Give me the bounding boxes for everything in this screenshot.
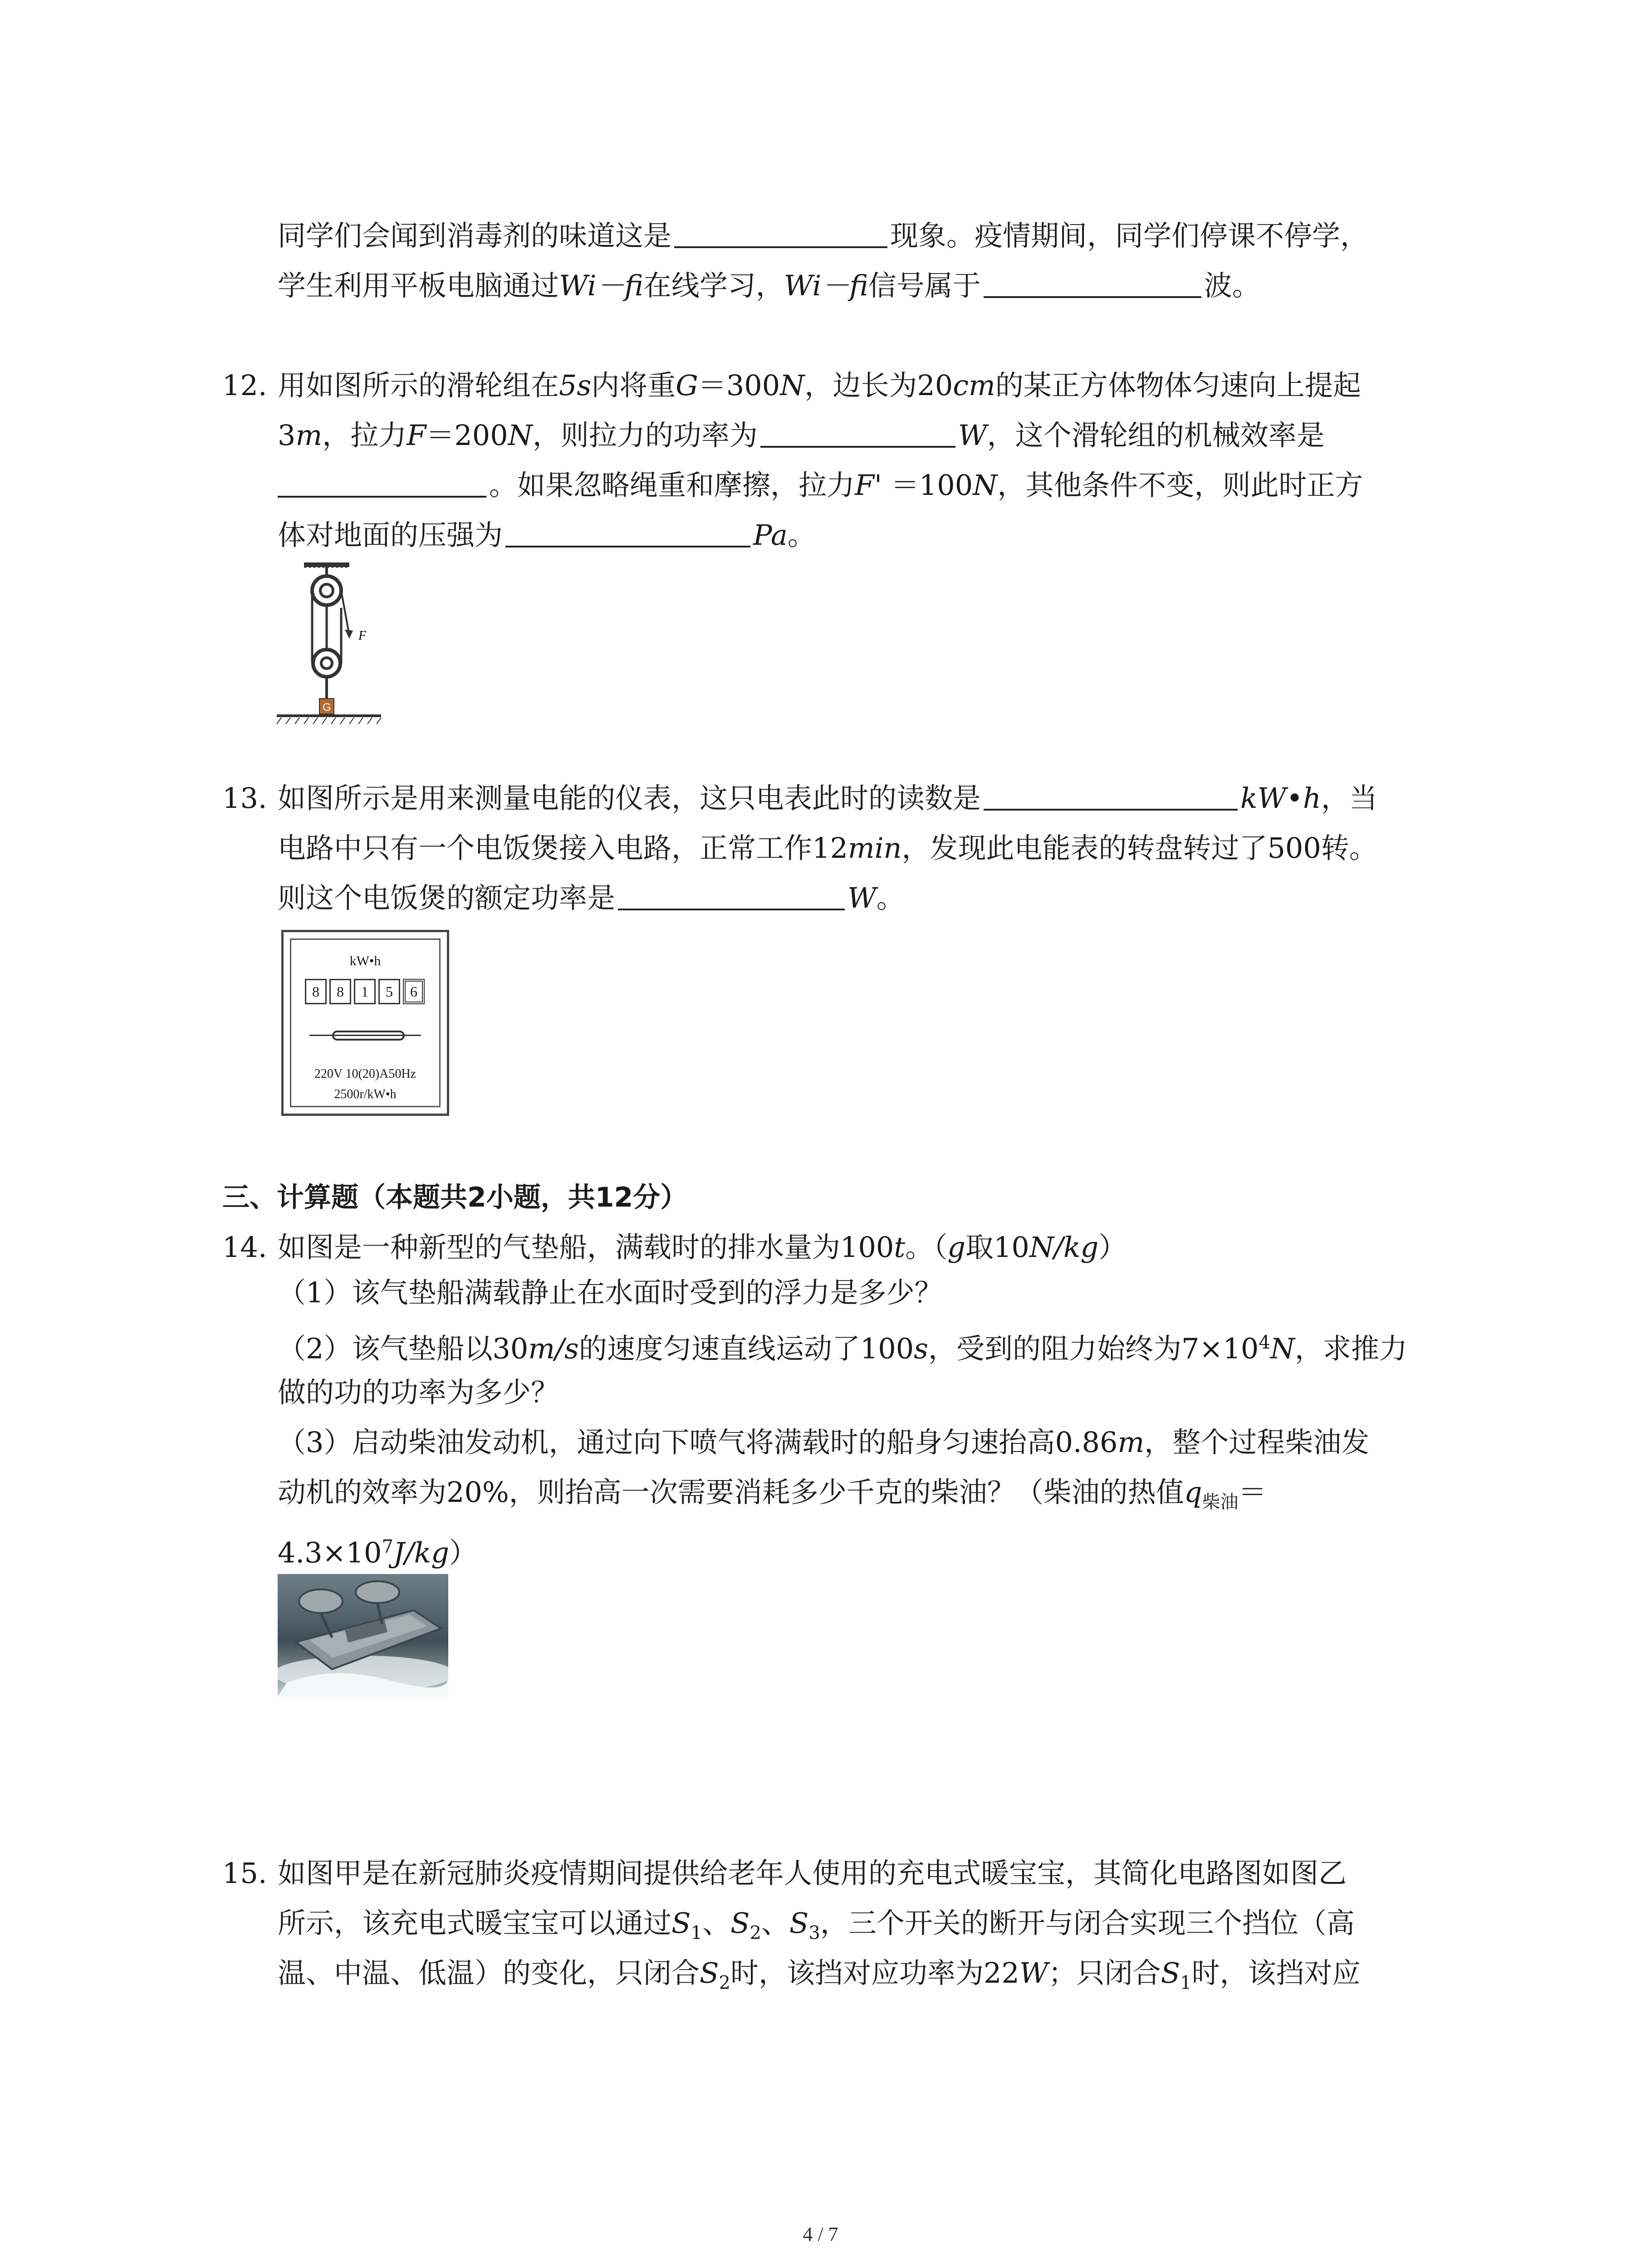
meter-digit: 1	[354, 979, 376, 1004]
question-number: 13.	[222, 782, 267, 815]
subscript: 2	[719, 1972, 730, 1994]
text: s	[914, 1332, 929, 1365]
subscript: 1	[691, 1922, 702, 1944]
text: W	[958, 419, 987, 452]
answer-blank	[278, 468, 486, 498]
text: 5s	[559, 369, 592, 402]
page-number: 4 / 7	[803, 2223, 838, 2245]
text: 如图所示是用来测量电能的仪表，这只电表此时的读数是	[278, 782, 981, 815]
text: 如图甲是在新冠肺炎疫情期间提供给老年人使用的充电式暖宝宝，其简化电路图如图乙	[278, 1857, 1347, 1890]
q12-line-4	[278, 517, 816, 553]
text: 波。	[1204, 269, 1260, 302]
q11-line-2	[278, 268, 1260, 304]
text: 如图是一种新型的气垫船，满载时的排水量为100	[278, 1231, 894, 1264]
q14-part-3-line-2	[278, 1474, 1267, 1520]
text: ，这个滑轮组的机械效率是	[987, 419, 1325, 452]
switch-symbol: S	[700, 1956, 719, 1989]
text: 。如果忽略绳重和摩擦，拉力	[489, 469, 855, 502]
meter-digits	[305, 979, 427, 1004]
text: 的某正方体物体匀速向上提起	[995, 369, 1361, 402]
text: W	[847, 881, 877, 914]
text: N/kg	[1029, 1231, 1099, 1264]
text: 。（	[905, 1231, 948, 1264]
text: ，其他条件不变，则此时正方	[997, 469, 1363, 502]
force-label: F	[358, 629, 367, 643]
text: ＝200	[426, 419, 508, 452]
text: 时，该挡对应功率为22	[730, 1956, 1019, 1989]
text: ，求推力	[1295, 1332, 1408, 1365]
q15-line-1	[278, 1855, 1347, 1892]
text: 做的功的功率为多少？	[278, 1376, 559, 1409]
meter-spec-constant: 2500r/kW•h	[334, 1087, 397, 1101]
text: ，当	[1321, 782, 1377, 815]
text: 电路中只有一个电饭煲接入电路，正常工作12	[278, 831, 848, 865]
text: J/kg	[393, 1536, 449, 1569]
subscript: 2	[749, 1922, 761, 1944]
subscript: 1	[1180, 1972, 1192, 1994]
text: 用如图所示的滑轮组在	[278, 369, 559, 402]
text: g	[947, 1231, 965, 1264]
electricity-meter-figure	[281, 930, 449, 1116]
text: ，三个开关的断开与闭合实现三个挡位（高	[820, 1906, 1355, 1940]
text: 动机的效率为20%，则抬高一次需要消耗多少千克的柴油？（柴油的热值	[278, 1476, 1184, 1509]
q13-line-1	[278, 780, 1377, 816]
switch-symbol: S	[1161, 1956, 1181, 1989]
text: 。	[787, 518, 816, 552]
text: ）	[1098, 1231, 1127, 1264]
text: N	[973, 469, 998, 502]
text: N	[780, 369, 805, 402]
pulley-figure	[272, 562, 390, 726]
text: 现象。疫情期间，同学们停课不停学，	[890, 219, 1369, 252]
text: 温、中温、低温）的变化，只闭合	[278, 1956, 700, 1989]
q15-line-3	[278, 1955, 1361, 2001]
text: F	[855, 469, 875, 502]
text: Pa	[753, 518, 788, 552]
text: m	[1117, 1426, 1145, 1459]
text: min	[847, 831, 902, 865]
hovercraft-image	[278, 1574, 448, 1696]
text: W	[1019, 1956, 1048, 1989]
question-number: 14.	[222, 1231, 267, 1264]
meter-digit: 5	[378, 979, 400, 1004]
text: 取10	[965, 1231, 1029, 1264]
meter-frame	[290, 938, 441, 1107]
text: ，边长为20	[804, 369, 953, 402]
text: 在线学习，	[643, 269, 784, 302]
text: ；只闭合	[1048, 1956, 1161, 1989]
text: 3	[278, 419, 296, 452]
text: 内将重	[591, 369, 676, 402]
text: 则这个电饭煲的额定功率是	[278, 881, 616, 914]
text: G	[676, 369, 698, 402]
text: 时，该挡对应	[1191, 1956, 1361, 1989]
meter-disc	[332, 1031, 405, 1041]
q11-line-1	[278, 218, 1368, 254]
text: m/s	[528, 1332, 579, 1365]
text: ，整个过程柴油发	[1144, 1426, 1370, 1459]
answer-blank	[674, 218, 887, 248]
text: 4.3×10	[278, 1536, 382, 1569]
text: F	[407, 419, 426, 452]
text: m	[295, 419, 323, 452]
text: （3）启动柴油发动机，通过向下喷气将满载时的船身匀速抬高0.86	[278, 1426, 1118, 1459]
answer-blank	[984, 268, 1201, 298]
q14-part-3-line-3	[278, 1529, 477, 1571]
text: ，发现此电能表的转盘转过了500转。	[901, 831, 1377, 865]
text: N	[508, 419, 533, 452]
text: 体对地面的压强为	[278, 518, 503, 552]
subscript: 3	[808, 1922, 820, 1944]
q14-part-1	[278, 1275, 942, 1311]
answer-blank	[760, 418, 955, 448]
text: 所示，该充电式暖宝宝可以通过	[278, 1906, 672, 1940]
switch-symbol: S	[730, 1906, 750, 1940]
q14-line-1	[278, 1229, 1127, 1266]
q13-line-3	[278, 880, 905, 916]
text: ，则拉力的功率为	[532, 419, 758, 452]
q15-line-2	[278, 1905, 1355, 1951]
wifi-term: Wi－fi	[784, 269, 868, 302]
text: ）	[449, 1536, 477, 1569]
meter-unit: kW•h	[349, 953, 381, 968]
text: （2）该气垫船以30	[278, 1332, 529, 1365]
meter-digit-decimal: 6	[403, 979, 425, 1004]
answer-blank	[505, 518, 750, 547]
text: ' ＝100	[874, 469, 973, 502]
switch-symbol: S	[789, 1906, 809, 1940]
text: kW•h	[1240, 782, 1321, 815]
q14-part-3	[278, 1424, 1369, 1461]
q14-part-2-line-2	[278, 1374, 559, 1411]
text: 。	[876, 881, 905, 914]
q13-line-2	[278, 830, 1377, 866]
text: 同学们会闻到消毒剂的味道这是	[278, 219, 672, 252]
answer-blank	[618, 880, 845, 910]
text: 的速度匀速直线运动了100	[578, 1332, 914, 1365]
text: （1）该气垫船满载静止在水面时受到的浮力是多少？	[278, 1276, 943, 1309]
weight-label: G	[323, 701, 331, 714]
answer-blank	[984, 781, 1238, 811]
wifi-term: Wi－fi	[559, 269, 643, 302]
text: 、	[702, 1906, 730, 1940]
q12-line-2	[278, 417, 1325, 454]
q12-line-1	[278, 367, 1361, 404]
subscript: 柴油	[1202, 1491, 1239, 1513]
hovercraft-photo	[278, 1574, 448, 1696]
meter-digit: 8	[329, 979, 351, 1004]
text: 学生利用平板电脑通过	[278, 269, 559, 302]
text: ＝	[1238, 1476, 1267, 1509]
text: 信号属于	[868, 269, 981, 302]
text: ＝300	[698, 369, 780, 402]
text: ，受到的阻力始终为7×10	[928, 1332, 1259, 1365]
q12-line-3	[278, 467, 1363, 503]
text: ，拉力	[322, 419, 407, 452]
meter-digit: 8	[305, 979, 327, 1004]
section-heading: 三、计算题（本题共2小题，共12分）	[222, 1182, 688, 1213]
question-number: 15.	[222, 1857, 267, 1890]
meter-spec-rating: 220V 10(20)A50Hz	[314, 1067, 416, 1081]
text: N	[1270, 1332, 1295, 1365]
switch-symbol: S	[671, 1906, 691, 1940]
text: 、	[761, 1906, 789, 1940]
text: cm	[953, 369, 995, 402]
text: t	[894, 1231, 906, 1264]
text: q	[1184, 1476, 1202, 1509]
question-number: 12.	[222, 369, 267, 402]
exponent: 4	[1259, 1332, 1270, 1353]
exponent: 7	[382, 1536, 393, 1557]
q14-part-2	[278, 1325, 1407, 1367]
